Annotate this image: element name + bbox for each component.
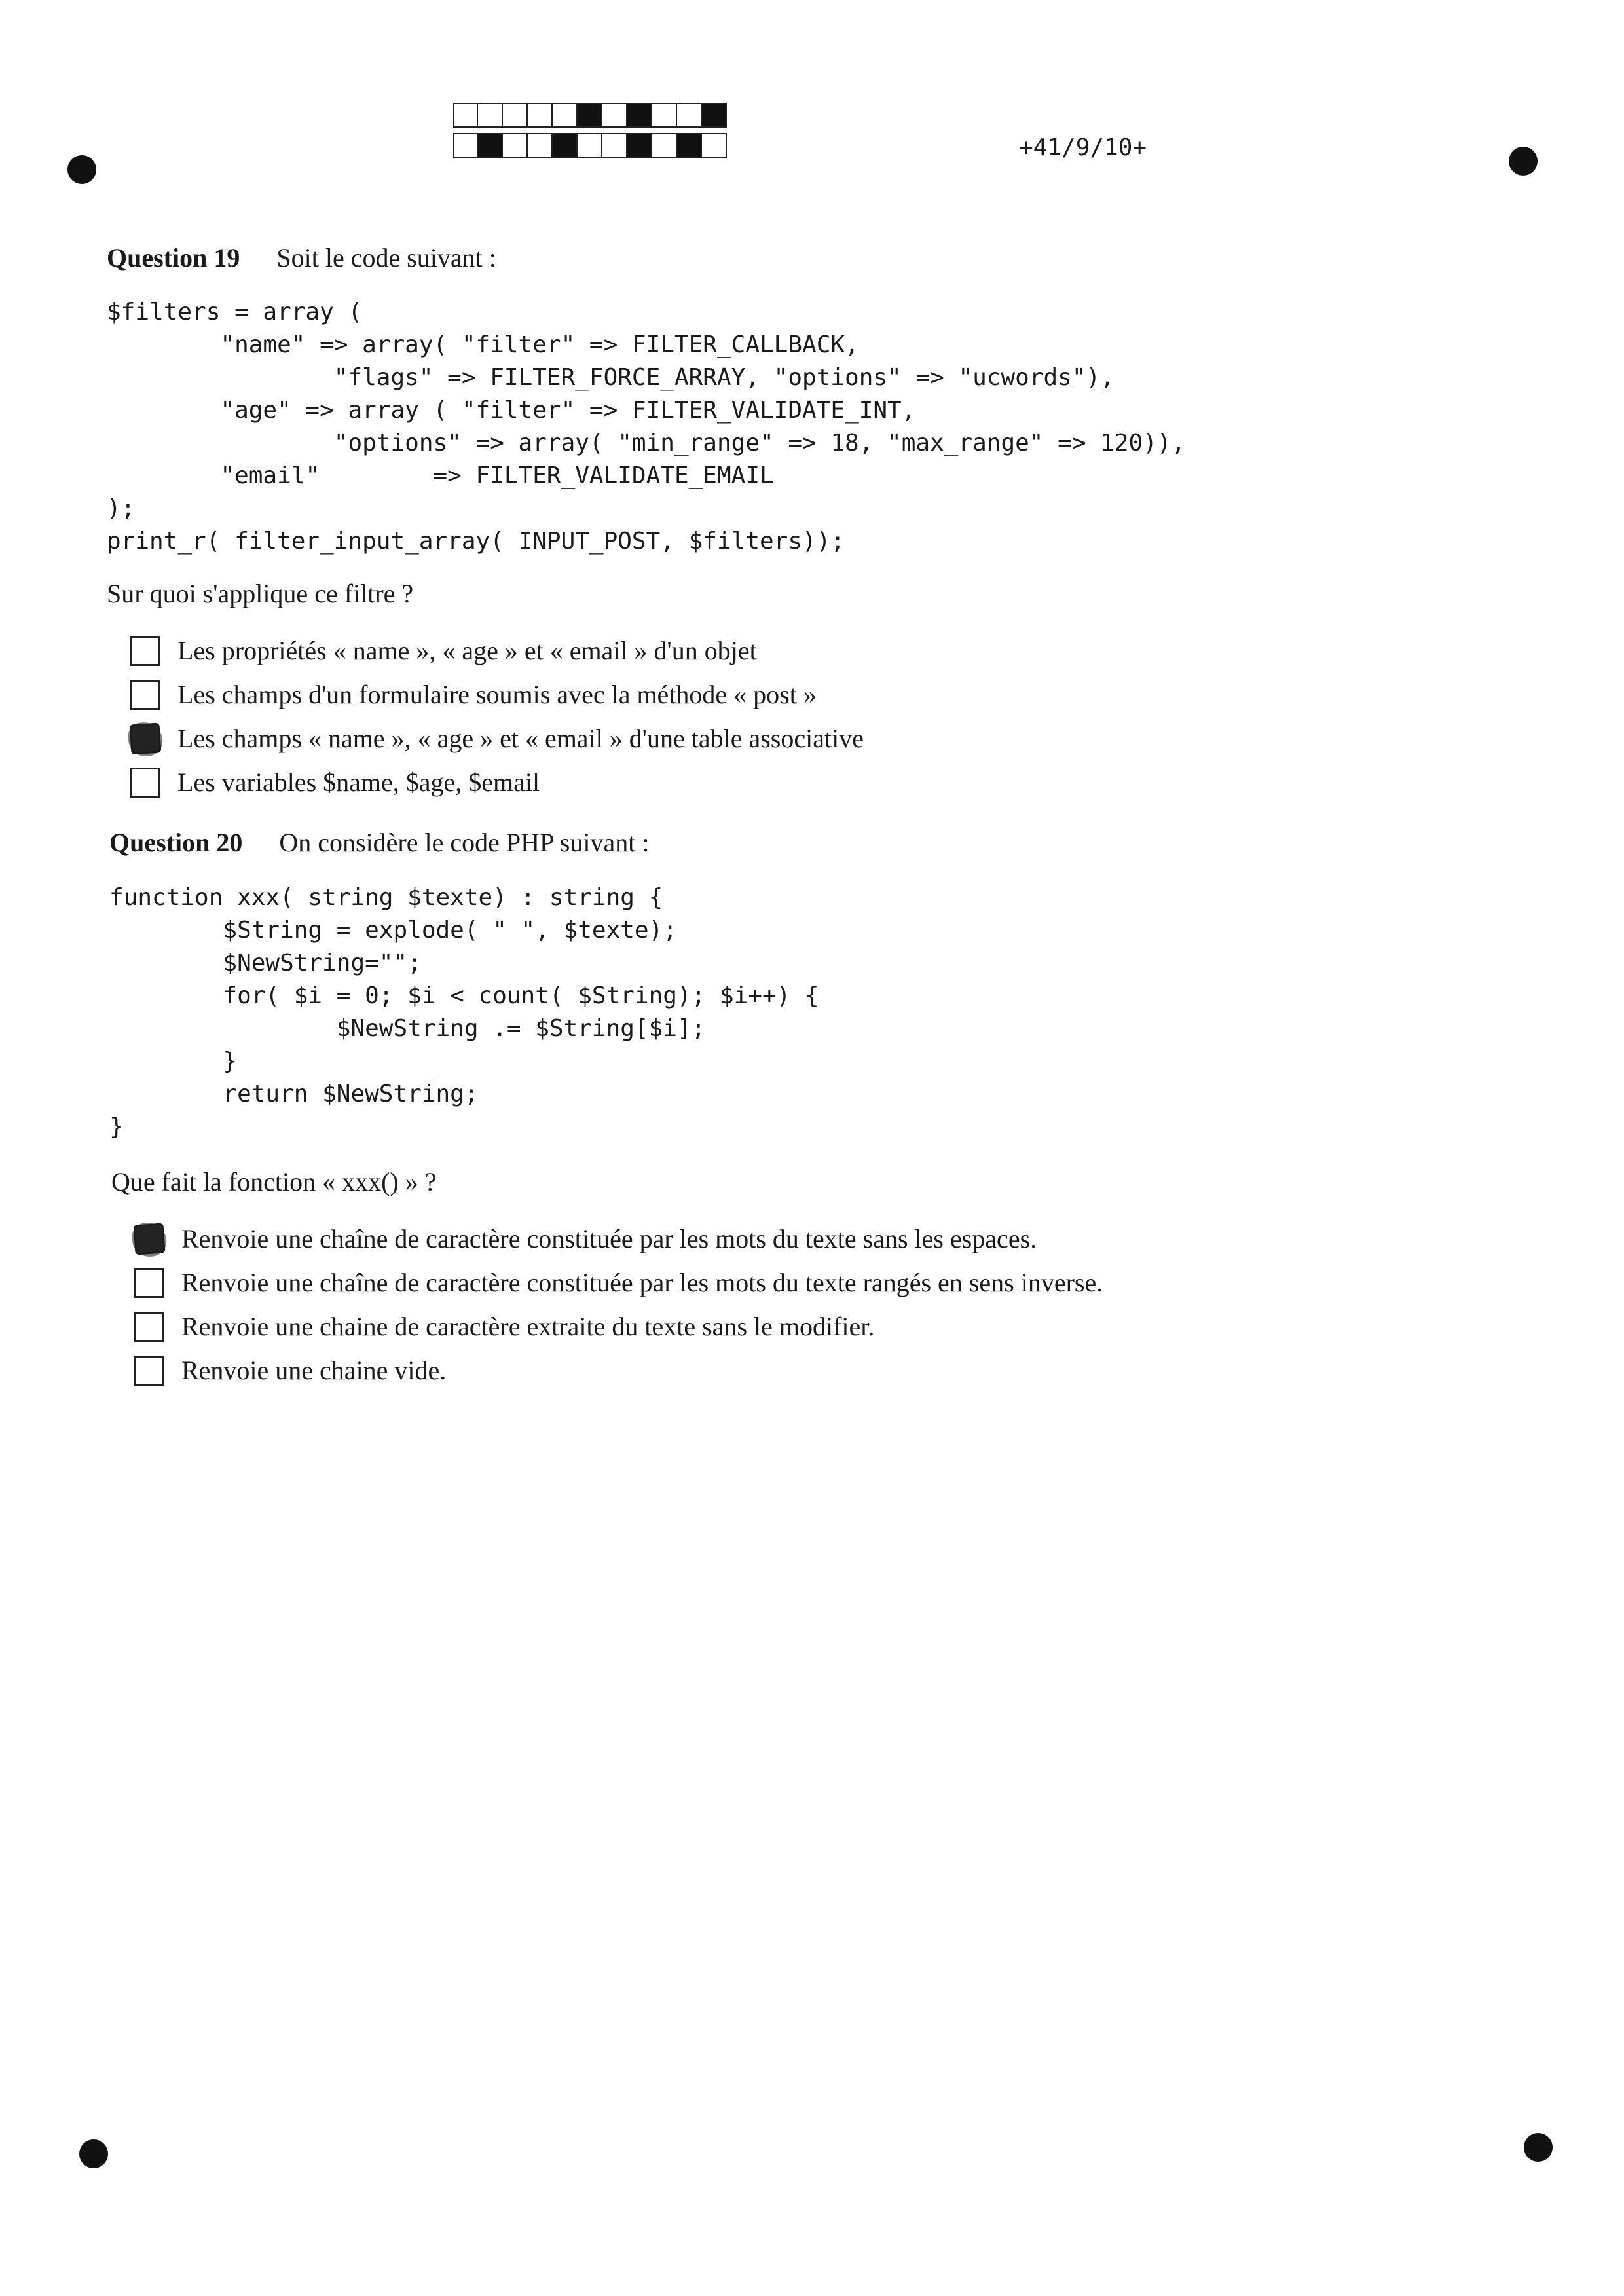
answer-label: Renvoie une chaîne de caractère constituée par les mots du texte sans les espaces. [181, 1224, 1037, 1253]
answer-option [134, 1348, 1103, 1392]
question-19-code: $filters = array ( "name" => array( "filter" => FILTER_CALLBACK, "flags" => FILTER_FORCE_ARRAY, "options" => "ucwords"), "age" => array ( "filter" => FILTER_VALIDATE_INT, "options" => array( "min_range" => 18, "max_range" => 120)), "email" => FILTER_VALIDATE_EMAIL ); print_r( filter_input_array( INPUT_POST, $filters)); [107, 299, 1186, 555]
answer-label: Les propriétés « name », « age » et « email » d'un objet [177, 636, 757, 665]
question-intro: Soit le code suivant : [276, 243, 496, 272]
registration-mark-bottom-right [1524, 2133, 1553, 2162]
answer-option [130, 716, 864, 760]
code-cell [528, 133, 553, 158]
code-cell [503, 133, 528, 158]
answer-option [134, 1261, 1103, 1305]
question-intro: On considère le code PHP suivant : [279, 828, 650, 857]
code-row [453, 133, 727, 158]
code-cell [677, 103, 702, 128]
code-cell [652, 103, 677, 128]
answer-checkbox[interactable] [130, 636, 160, 666]
answer-checkbox[interactable] [130, 680, 160, 710]
code-cell [627, 133, 652, 158]
question-19-answers [130, 629, 864, 804]
answer-label: Les champs d'un formulaire soumis avec la méthode « post » [177, 680, 817, 709]
question-20-answers [134, 1217, 1103, 1392]
code-cell [578, 133, 602, 158]
code-cell [553, 133, 578, 158]
code-row [453, 103, 727, 128]
answer-checkbox[interactable] [134, 1268, 164, 1298]
answer-label: Renvoie une chaine vide. [181, 1356, 447, 1385]
code-cell [702, 103, 727, 128]
registration-mark-bottom-left [79, 2139, 108, 2168]
answer-checkbox[interactable] [130, 768, 160, 798]
question-number: Question 20 [109, 828, 243, 857]
answer-label: Renvoie une chaine de caractère extraite du texte sans le modifier. [181, 1312, 875, 1341]
question-20-code: function xxx( string $texte) : string { $String = explode( " ", $texte); $NewString=""; for( $i = 0; $i < count( $String); $i++) { $NewString .= $String[$i]; } return $NewString; } [109, 884, 819, 1140]
answer-option [130, 673, 864, 716]
answer-label: Les champs « name », « age » et « email » d'une table associative [177, 724, 864, 753]
code-cell [553, 103, 578, 128]
registration-mark-top-left [67, 155, 96, 184]
code-cell [503, 103, 528, 128]
answer-option [134, 1305, 1103, 1348]
code-cell [478, 103, 503, 128]
code-cell [652, 133, 677, 158]
answer-option [130, 629, 864, 673]
question-19-prompt: Sur quoi s'applique ce filtre ? [107, 579, 414, 608]
answer-label: Les variables $name, $age, $email [177, 768, 540, 797]
answer-option [134, 1217, 1103, 1261]
question-20-prompt: Que fait la fonction « xxx() » ? [111, 1167, 437, 1196]
answer-checkbox[interactable] [134, 1312, 164, 1342]
code-cell [528, 103, 553, 128]
answer-checkbox[interactable] [129, 722, 161, 754]
answer-label: Renvoie une chaîne de caractère constituée par les mots du texte rangés en sens inverse. [181, 1268, 1103, 1297]
page-id: +41/9/10+ [1019, 134, 1147, 161]
answer-checkbox[interactable] [133, 1223, 165, 1255]
question-20-heading [109, 827, 649, 858]
code-cell [627, 103, 652, 128]
code-cell [478, 133, 503, 158]
registration-mark-top-right [1509, 147, 1538, 176]
code-cell [602, 133, 627, 158]
code-cell [578, 103, 602, 128]
answer-checkbox[interactable] [134, 1356, 164, 1386]
code-cell [702, 133, 727, 158]
answer-option [130, 760, 864, 804]
binary-id-code [453, 103, 727, 163]
code-cell [453, 133, 478, 158]
question-19-heading [107, 242, 496, 273]
question-number: Question 19 [107, 243, 240, 272]
code-cell [453, 103, 478, 128]
code-cell [602, 103, 627, 128]
code-cell [677, 133, 702, 158]
